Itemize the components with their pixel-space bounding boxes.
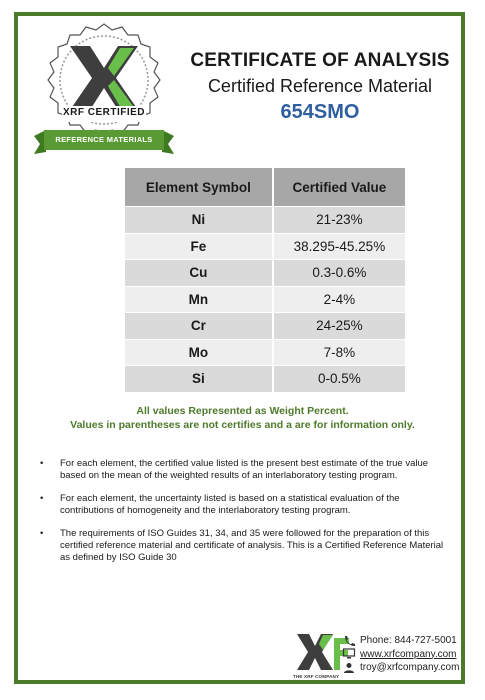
user-icon: [342, 662, 356, 674]
material-code: 654SMO: [280, 101, 360, 123]
phone-row: [342, 634, 459, 648]
certification-statements: [40, 458, 450, 575]
certified-value: 38.295-45.25%: [273, 233, 405, 260]
list-item: [40, 528, 450, 564]
xrf-certified-seal: [34, 18, 174, 158]
bullet-icon: •: [40, 528, 44, 539]
email-row: [342, 661, 459, 675]
statement-text: For each element, the certified value listed is the present best estimate of the true value based on the mean of the weighted results of an interlaboratory testing program.: [60, 458, 429, 481]
weight-percent-note: [40, 404, 445, 432]
element-symbol: Si: [125, 366, 273, 392]
table-row: [125, 313, 405, 340]
seal-brand-text: XRF CERTIFIED: [62, 107, 146, 118]
certified-value: 0-0.5%: [273, 366, 405, 392]
contact-info: [342, 634, 459, 675]
element-symbol: Cr: [125, 313, 273, 340]
seal-ribbon-text: REFERENCE MATERIALS: [55, 135, 153, 144]
element-symbol: Ni: [125, 207, 273, 234]
list-item: [40, 493, 450, 517]
certified-value: 0.3-0.6%: [273, 260, 405, 287]
column-header-value: Certified Value: [273, 168, 405, 207]
bullet-icon: •: [40, 493, 44, 504]
certified-value: 2-4%: [273, 286, 405, 313]
certified-value: 24-25%: [273, 313, 405, 340]
phone-icon: [342, 635, 356, 647]
element-symbol: Cu: [125, 260, 273, 287]
email-address[interactable]: troy@xrfcompany.com: [360, 662, 460, 674]
certified-values-table: [125, 168, 405, 392]
list-item: [40, 458, 450, 482]
certified-value: 7-8%: [273, 339, 405, 366]
table-row: [125, 260, 405, 287]
logo-caption: THE XRF COMPANY: [293, 674, 340, 679]
phone-number: Phone: 844-727-5001: [360, 635, 457, 647]
statement-text: For each element, the uncertainty listed is based on a statistical evaluation of the contributions of homogeneity and the interlaboratory testing program.: [60, 493, 400, 516]
website-link[interactable]: www.xrfcompany.com: [360, 648, 457, 660]
monitor-icon: [342, 648, 356, 660]
note-line-2: Values in parentheses are not certifies and a are for information only.: [70, 419, 415, 431]
table-row: [125, 207, 405, 234]
table-row: [125, 339, 405, 366]
certificate-header: [180, 50, 460, 124]
element-symbol: Fe: [125, 233, 273, 260]
table-row: [125, 366, 405, 392]
page-title: CERTIFICATE OF ANALYSIS: [190, 50, 450, 71]
page-subtitle: Certified Reference Material: [207, 76, 433, 96]
table-row: [125, 233, 405, 260]
element-symbol: Mn: [125, 286, 273, 313]
website-row: [342, 648, 459, 662]
table-header-row: [125, 168, 405, 207]
column-header-element: Element Symbol: [125, 168, 273, 207]
certified-value: 21-23%: [273, 207, 405, 234]
statement-text: The requirements of ISO Guides 31, 34, and 35 were followed for the preparation of this certified reference material and certificate of analysis. This is a Certified Reference Material as defined by ISO Guide 30: [60, 528, 444, 563]
table-row: [125, 286, 405, 313]
bullet-icon: •: [40, 458, 44, 469]
element-symbol: Mo: [125, 339, 273, 366]
note-line-1: All values Represented as Weight Percent.: [136, 405, 349, 417]
